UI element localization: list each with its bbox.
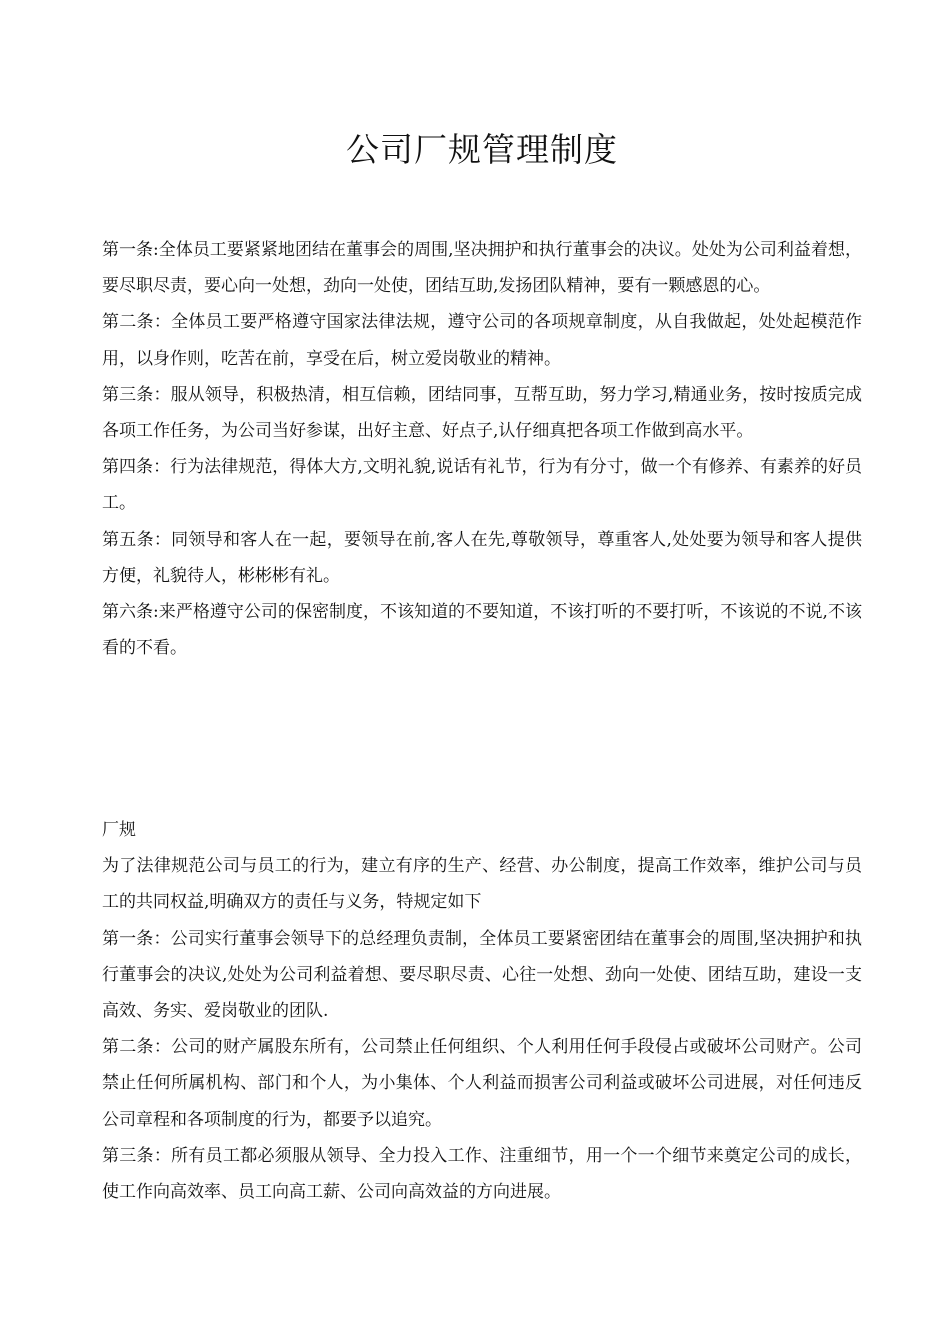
article-1: 第一条:全体员工要紧紧地团结在董事会的周围,坚决拥护和执行董事会的决议。处处为公司利益着想，要尽职尽责，要心向一处想，劲向一处使，团结互助,发扬团队精神，要有一颗感恩的心。 (102, 240, 862, 297)
article-6: 第六条:来严格遵守公司的保密制度，不该知道的不要知道，不该打听的不要打听，不该说的不说,不该看的不看。 (102, 602, 862, 659)
article-5: 第五条：同领导和客人在一起，要领导在前,客人在先,尊敬领导，尊重客人,处处要为领导和客人提供方便，礼貌待人，彬彬彬有礼。 (102, 529, 862, 586)
intro-paragraph: 为了法律规范公司与员工的行为，建立有序的生产、经营、办公制度，提高工作效率，维护公司与员工的共同权益,明确双方的责任与义务，特规定如下 (102, 856, 862, 913)
factory-article-3: 第三条：所有员工都必须服从领导、全力投入工作、注重细节，用一个一个细节来奠定公司的成长，使工作向高效率、员工向高工薪、公司向高效益的方向进展。 (102, 1145, 862, 1203)
factory-article-1: 第一条：公司实行董事会领导下的总经理负责制，全体员工要紧密团结在董事会的周围,坚决拥护和执行董事会的决议,处处为公司利益着想、要尽职尽责、心往一处想、劲向一处使、团结互助，建设一支高效、务实、爱岗敬业的团队. (102, 928, 862, 1022)
document-title: 公司厂规管理制度 (346, 130, 618, 169)
article-3: 第三条：服从领导，积极热清，相互信赖，团结同事，互帮互助，努力学习,精通业务，按时按质完成各项工作任务，为公司当好参谋，出好主意、好点子,认仔细真把各项工作做到高水平。 (102, 384, 862, 442)
rules-section (102, 232, 862, 666)
article-2: 第二条：全体员工要严格遵守国家法律法规，遵守公司的各项规章制度，从自我做起，处处起模范作用，以身作则，吃苦在前，享受在后，树立爱岗敬业的精神。 (102, 312, 862, 369)
factory-rules-section (102, 812, 862, 1210)
article-4: 第四条：行为法律规范，得体大方,文明礼貌,说话有礼节，行为有分寸，做一个有修养、有素养的好员工。 (102, 457, 862, 514)
factory-article-2: 第二条：公司的财产属股东所有，公司禁止任何组织、个人利用任何手段侵占或破坏公司财产。公司禁止任何所属机构、部门和个人，为小集体、个人利益而损害公司利益或破坏公司进展，对任何违反公司章程和各项制度的行为，都要予以追究。 (102, 1037, 862, 1130)
section-heading: 厂规 (102, 820, 136, 840)
